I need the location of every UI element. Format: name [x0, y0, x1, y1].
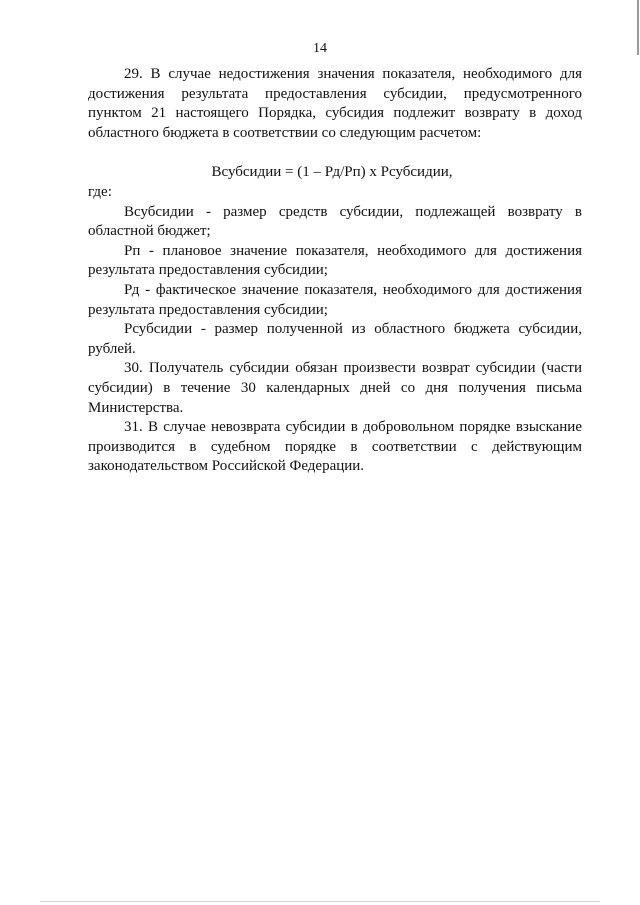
scan-bottom-edge [40, 901, 600, 902]
paragraph-30: 30. Получатель субсидии обязан произвести возврат субсидии (части субсидии) в течение 30 календарных дней со дня получения письма Министерства. [88, 360, 582, 416]
definition-rd: Рд - фактическое значение показателя, необходимого для достижения результата предоставления субсидии; [88, 281, 582, 318]
where-label: где: [88, 183, 112, 200]
paragraph-29: 29. В случае недостижения значения показателя, необходимого для достижения результата предоставления субсидии, предусмотренного пунктом 21 настоящего Порядка, субсидия подлежит возврату в доход областного бюджета в соответствии со следующим расчетом: [88, 66, 582, 141]
definition-rsubsidii: Рсубсидии - размер полученной из областного бюджета субсидии, рублей. [88, 321, 582, 357]
paragraph-31: 31. В случае невозврата субсидии в добровольном порядке взыскание производится в судебном порядке в соответствии с действующим законодательством Российской Федерации. [88, 419, 582, 475]
formula: Всубсидии = (1 – Рд/Рп) х Рсубсидии, [211, 164, 453, 181]
page-number: 14 [313, 41, 327, 56]
document-body [88, 65, 582, 477]
definition-rp: Рп - плановое значение показателя, необходимого для достижения результата предоставления субсидии; [88, 242, 582, 279]
definition-vsubsidii: Всубсидии - размер средств субсидии, подлежащей возврату в областной бюджет; [88, 203, 582, 240]
